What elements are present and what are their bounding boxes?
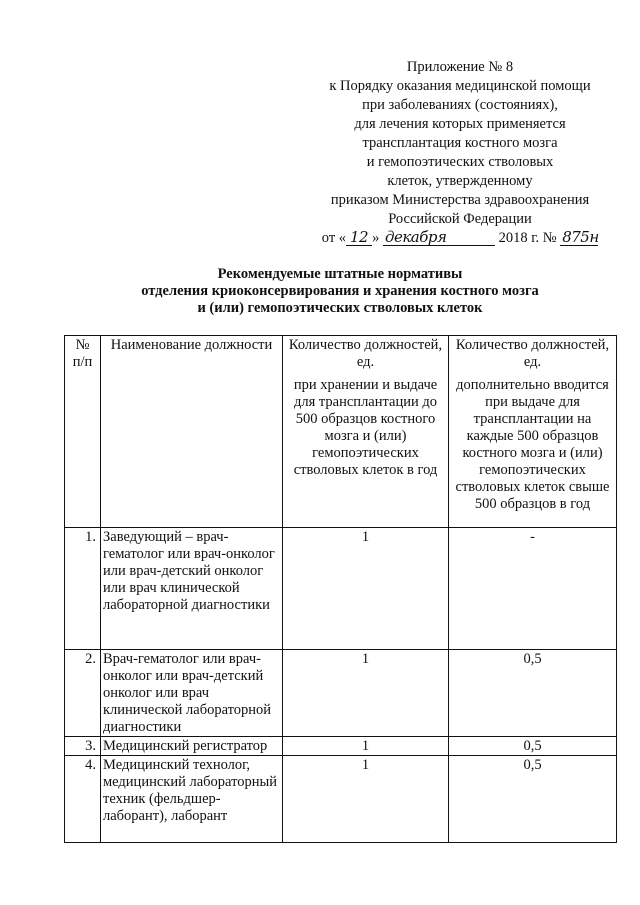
- table-row: [65, 756, 617, 843]
- appendix-line: и гемопоэтических стволовых: [366, 154, 554, 170]
- row-value-base: 1: [283, 737, 449, 756]
- row-value-additional: 0,5: [449, 650, 617, 737]
- order-date-line: [300, 229, 620, 248]
- date-month-handwritten: декабря: [383, 230, 495, 246]
- staffing-table: [64, 335, 617, 843]
- appendix-line: к Порядку оказания медицинской помощи: [329, 78, 591, 94]
- header-num: № п/п: [65, 336, 101, 528]
- header-name: Наименование должности: [101, 336, 283, 528]
- header-col2-sub: дополнительно вводится при выдаче для трансплантации на каждые 500 образцов костного мозга и (или) гемопоэтических стволовых клеток свыше 500 образцов в год: [449, 376, 617, 528]
- title-line: Рекомендуемые штатные нормативы: [217, 266, 463, 282]
- row-value-base: 1: [283, 528, 449, 650]
- row-value-additional: 0,5: [449, 756, 617, 843]
- appendix-line: приказом Министерства здравоохранения: [330, 192, 590, 208]
- appendix-line: Российской Федерации: [388, 211, 532, 227]
- appendix-line: для лечения которых применяется: [354, 116, 566, 132]
- order-number-handwritten: 875н: [562, 228, 599, 246]
- header-col1: Количество должностей, ед.: [283, 336, 449, 376]
- title-line: и (или) гемопоэтических стволовых клеток: [197, 300, 483, 316]
- appendix-line: Приложение № 8: [406, 59, 514, 75]
- row-num: 3.: [65, 737, 101, 756]
- row-value-base: 1: [283, 756, 449, 843]
- table-header-row: [65, 336, 617, 376]
- date-day-handwritten: 12: [346, 230, 372, 246]
- row-value-base: 1: [283, 650, 449, 737]
- row-position: Медицинский технолог, медицинский лабораторный техник (фельдшер-лаборант), лаборант: [101, 756, 283, 843]
- row-position: Заведующий – врач-гематолог или врач-онколог или врач-детский онколог или врач клинической лабораторной диагностики: [101, 528, 283, 650]
- header-col2: Количество должностей, ед.: [449, 336, 617, 376]
- row-num: 4.: [65, 756, 101, 843]
- table-row: [65, 528, 617, 650]
- document-title: [60, 266, 620, 317]
- appendix-line: клеток, утвержденному: [387, 173, 533, 189]
- row-value-additional: 0,5: [449, 737, 617, 756]
- row-position: Врач-гематолог или врач-онколог или врач-детский онколог или врач клинической лабораторной диагностики: [101, 650, 283, 737]
- appendix-line: трансплантация костного мозга: [362, 135, 558, 151]
- row-num: 2.: [65, 650, 101, 737]
- title-line: отделения криоконсервирования и хранения костного мозга: [141, 283, 539, 299]
- row-num: 1.: [65, 528, 101, 650]
- appendix-line: при заболеваниях (состояниях),: [362, 97, 558, 113]
- row-value-additional: -: [449, 528, 617, 650]
- table-row: [65, 650, 617, 737]
- header-col1-sub: при хранении и выдаче для трансплантации до 500 образцов костного мозга и (или) гемопоэтических стволовых клеток в год: [283, 376, 449, 528]
- date-year: 2018 г. №: [498, 230, 557, 246]
- table-row: [65, 737, 617, 756]
- date-mid: »: [372, 230, 380, 246]
- date-prefix: от «: [321, 230, 347, 246]
- appendix-block: [300, 58, 620, 248]
- row-position: Медицинский регистратор: [101, 737, 283, 756]
